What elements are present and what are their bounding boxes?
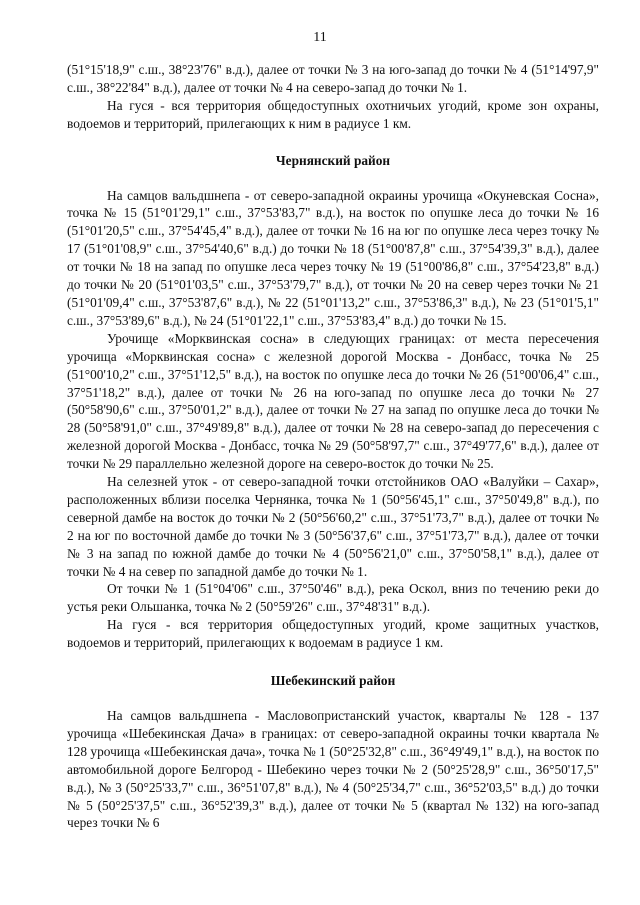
section-heading-shebekinsky: Шебекинский район [270, 673, 396, 689]
paragraph-goose-chernyansky: На гуся - вся территория общедоступных угодий, кроме защитных участков, водоемов и территорий, прилегающих к водоемам в радиусе 1 км. [67, 617, 599, 651]
document-body [67, 61, 599, 832]
paragraph-continuation: (51°15'18,9" с.ш., 38°23'76" в.д.), далее от точки № 3 на юго-запад до точки № 4 (51°14'97,9" с.ш., 38°22'84" в.д.), далее от точки № 4 на северо-запад до точки № 1. [67, 62, 599, 95]
paragraph-morkvinskaya-sosna: Урочище «Морквинская сосна» в следующих границах: от места пересечения урочища «Морквинская сосна» с железной дорогой Москва - Донбасс, точка № 25 (51°00'10,2" с.ш., 37°51'12,5" в.д.), на восток по опушке леса до точки № 26 (51°00'06,4" с.ш., 37°51'18,2" в.д.), далее от точки № 26 на юго-запад по опушке леса до точки № 27 (50°58'90,6" с.ш., 37°50'01,2" в.д.), далее от точки № 27 на запад по опушке леса до точки № 28 (50°58'91,0" с.ш., 37°49'89,8" в.д.), далее от точки № 28 на северо-запад до пересечения с железной дорогой Москва - Донбасс, точка № 29 (50°58'97,7" с.ш., 37°49'77,6" в.д.), далее от точки № 29 параллельно железной дороге на северо-восток до точки № 25. [67, 330, 599, 472]
paragraph-woodcock-okunevskaya: На самцов вальдшнепа - от северо-западной окраины урочища «Окуневская Сосна», точка № 15 (51°01'29,1" с.ш., 37°53'83,7" в.д.), на восток по опушке леса до точки № 16 (51°01'20,5" с.ш., 37°54'45,4" в.д.), далее от точки № 16 на юг по опушке леса через точку № 17 (51°01'08,9" с.ш., 37°54'40,6" в.д.) до точки № 18 (51°00'87,8" с.ш., 37°54'39,3" в.д.), далее от точки № 18 на запад по опушке леса через точку № 19 (51°00'86,8" с.ш., 37°54'23,8" в.д.) до точки № 20 (51°01'03,5" с.ш., 37°53'79,7" в.д.), от точки № 20 на север через точки № 21 (51°01'09,4" с.ш., 37°53'87,6" в.д.), № 22 (51°01'13,2" с.ш., 37°53'86,3" в.д.), № 23 (51°01'5,1" с.ш., 37°53'89,6" в.д.), № 24 (51°01'22,1" с.ш., 37°53'83,4" в.д.) до точки № 15. [67, 187, 599, 328]
paragraph-oskol-river: От точки № 1 (51°04'06" с.ш., 37°50'46" в.д.), река Оскол, вниз по течению реки до устья реки Ольшанка, точка № 2 (50°59'26" с.ш., 37°48'31" в.д.). [67, 581, 599, 615]
section-heading-chernyansky: Чернянский район [275, 152, 391, 168]
paragraph-woodcock-shebekinsky: На самцов вальдшнепа - Масловопристанский участок, кварталы № 128 - 137 урочища «Шебекинская Дача» в границах: от северо-западной окраины точки квартала № 128 урочища «Шебекинская дача», точка № 1 (50°25'32,8" с.ш., 36°49'49,1" в.д.), на восток по автомобильной дороге Белгород - Шебекино через точки № 2 (50°25'28,9" с.ш., 36°50'17,5" в.д.), № 3 (50°25'33,7" с.ш., 36°51'07,8" в.д.), № 4 (50°25'34,7" с.ш., 36°52'03,5" в.д.) до точки № 5 (50°25'37,5" с.ш., 36°52'39,3" в.д.), далее от точки № 5 (квартал № 132) на юго-запад через точки № 6 [67, 708, 599, 831]
paragraph-drake-ducks: На селезней уток - от северо-западной точки отстойников ОАО «Валуйки – Сахар», расположенных вблизи поселка Чернянка, точка № 1 (50°56'45,1" с.ш., 37°50'49,8" в.д.), по северной дамбе на восток до точки № 2 (50°56'60,2" с.ш., 37°51'73,7" в.д.), далее от точки № 2 на юг по восточной дамбе до точки № 3 (50°56'37,6" с.ш., 37°51'73,7" в.д.), далее от точки № 3 на запад по южной дамбе до точки № 4 (50°56'21,0" с.ш., 37°50'58,1" в.д.), далее от точки № 4 на север по западной дамбе до точки № 1. [67, 474, 599, 579]
paragraph-goose-rule: На гуся - вся территория общедоступных охотничьих угодий, кроме зон охраны, водоемов и территорий, прилегающих к ним в радиусе 1 км. [67, 97, 599, 131]
page-number: 11 [313, 30, 327, 45]
